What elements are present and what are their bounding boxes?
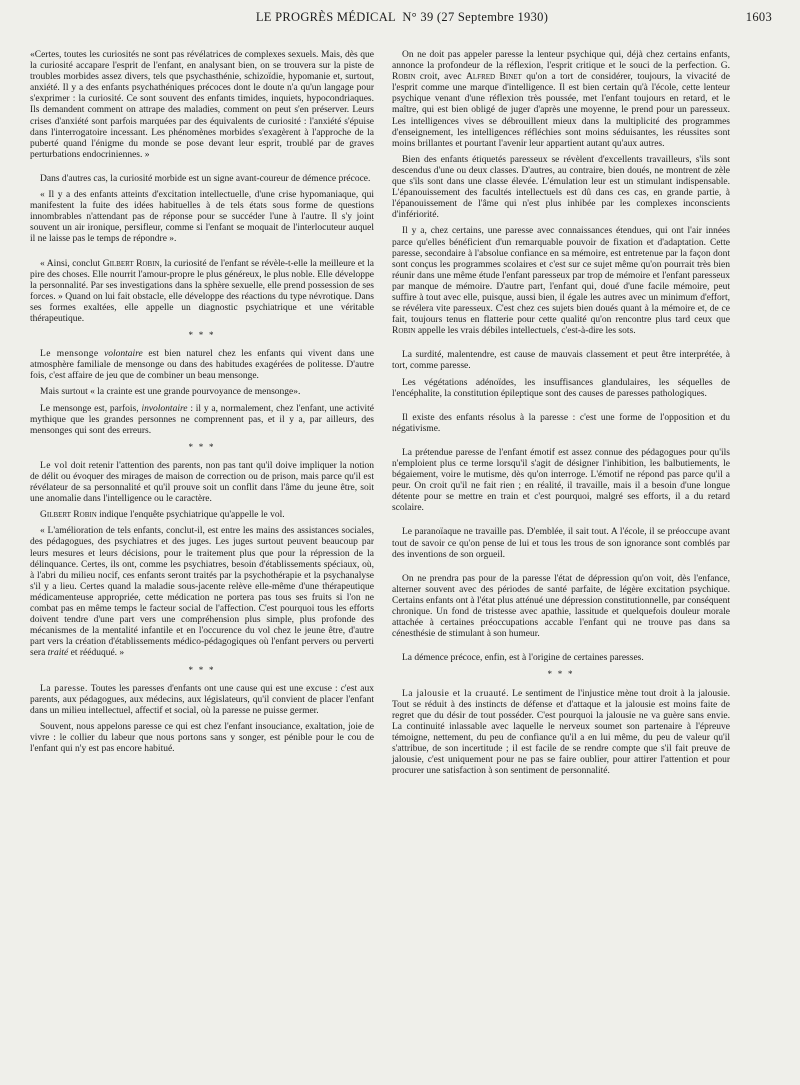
text-run: « Ainsi, conclut bbox=[40, 258, 101, 269]
section-lead: Le mensonge bbox=[40, 349, 99, 360]
header-center bbox=[32, 10, 772, 25]
text-run: qu'on a tort de considérer, toujours, la vivacité de l'esprit comme une marque d'intelligence. Il est bien certain qu'à l'école, cette lenteur psychique venant d'une réflexion très poussée, met l'enfant toujours en retard, et le maître, qui est bien obligé de juger d'après une moyenne, le prend pour un paresseux. Les intelligences vives se débrouillent mieux dans la multiplicité des programmes d'enseignement, les intelligences réfléchies sont moins séduisantes, les réussites sont moins brillantes et pourtant l'avenir leur appartient autant qu'aux autres. bbox=[392, 72, 731, 149]
text-italic: traité bbox=[47, 648, 69, 659]
section-lead: La jalousie et la cruauté. bbox=[402, 688, 509, 699]
paragraph: Souvent, nous appelons paresse ce qui est chez l'enfant insouciance, exaltation, joie de vivre : le collier du labeur que nous portons sans y songer, est pénible pour le cou de l'enfant qui n'y est pas encore habitué. bbox=[30, 721, 374, 755]
text-run: , la curiosité de l'enfant se révèle-t-elle la meilleure et la pire des choses. Elle nourrit l'amour-propre le plus généreux, le plus noble. Elle développe la personnalité. Par ses investigations dans la sphère sexuelle, elle prend possession de ses forces. » Quand on lui fait obstacle, elle développe des réactions du type névrotique. Dans ses formes exaltées, elle appelle un diagnostic psychiatrique et une véritable thérapeutique. bbox=[30, 258, 374, 324]
text-run: Le mensonge est, parfois, bbox=[40, 403, 139, 414]
issue-info: N° 39 (27 Septembre 1930) bbox=[402, 10, 549, 24]
text-run: est bien naturel chez les enfants qui vivent dans une atmosphère familiale de mensonge ou dans des habitudes exagérées de politesse. D'autre fois, c'est affaire de jeu que de combiner un beau mensonge. bbox=[30, 349, 375, 382]
text-run: : il y a, normalement, chez l'enfant, une activité mythique que les grandes personnes ne comprennent pas, et il y a, par ailleurs, des mensonges qui sont des erreurs. bbox=[30, 403, 375, 436]
section-lead: Le vol bbox=[40, 460, 68, 471]
text-run: Le sentiment de l'injustice mène tout droit à la jalousie. Tout se réduit à des instincts de défense et d'attaque et la jalousie est moins faite de regret que du désir de tout posséder. C'est pourquoi la jalousie ne va guère sans envie. La continuité inlassable avec laquelle le nerveux soumet son partenaire à l'épreuve témoigne, nettement, du peu de confiance qu'il a en lui même, du peu de valeur qu'il s'attribue, de son incertitude ; il est facile de se rendre compte que s'il fait preuve de jalousie, c'est uniquement pour ne pas se faire oublier, pour attirer l'attention et pour procurer une satisfaction à son sentiment de personnalité. bbox=[392, 688, 730, 777]
text-run: On ne doit pas appeler paresse la lenteur psychique qui, déjà chez certains enfants, annonce la profondeur de la réflexion, l'esprit critique et le souci de la perfection. G. bbox=[392, 50, 730, 72]
text-run: et rééduqué. » bbox=[70, 648, 125, 659]
left-column bbox=[30, 50, 374, 760]
section-separator: * * * bbox=[188, 664, 216, 675]
paragraph: Les végétations adénoïdes, les insuffisances glandulaires, les séquelles de l'encéphalite, la constitution épileptique sont des causes de paresses pathologiques. bbox=[392, 377, 730, 399]
paragraph: Il existe des enfants résolus à la paresse : c'est une forme de l'opposition et du négativisme. bbox=[392, 412, 730, 434]
text-run: Il y a, chez certains, une paresse avec connaissances étendues, qui ont l'air innées parce qu'elles bénéficient d'un remarquable pouvoir de fixation et d'adaptation. Cette paresse, secondaire à l'absolue confiance en sa mémoire, est entretenue par la façon dont sont conçus les programmes scolaires et c'est sur ce sujet même qu'on pourrait très bien réunir dans une même étude l'enfant paresseux par trop de mémoire et l'enfant paresseux par manque de mémoire. D'autre part, l'enfant qui, doué d'une facile mémoire, peut suffire à tout avec elle, puisque, aussi bien, il égale les autres avec un minimum d'effort, se révélera vite paresseux. C'est chez ces sujets bien doués quant à la mémoire et, de ce fait, toujours tenus en flatterie pour cette qualité qu'on rencontre plus tard ceux que bbox=[392, 226, 730, 326]
paragraph bbox=[392, 689, 730, 778]
page-number: 1603 bbox=[745, 10, 772, 24]
text-run: doit retenir l'attention des parents, non pas tant qu'il doive impliquer la notion de délit ou évoquer des mirages de maison de correction ou de prison, mais parce qu'il est révélateur de sa personnalité et qu'il prouve soit un conflit dans l'âme du jeune être, soit une anomalie dans l'intelligence ou le caractère. bbox=[30, 460, 375, 505]
text-run: appelle les vrais débiles intellectuels, c'est-à-dire les sots. bbox=[417, 326, 636, 337]
paragraph bbox=[30, 404, 374, 437]
paragraph: «Certes, toutes les curiosités ne sont pas révélatrices de complexes sexuels. Mais, dès que la curiosité accapare l'esprit de l'enfant, en analysant bien, on se trouvera sur la piste de troubles morbides assez divers, tels que psychasthénie, schizoïdie, hypomanie et, surtout, anxiété. Il y a des enfants psychathéniques précoces dont le doute n'a qu'un langage pour s'exprimer : la curiosité. Ce sont souvent des enfants timides, inquiets, hypocondriaques. Ils demandent comment on attrape des maladies, comment on peut s'en préserver. Leurs crises d'anxiété sont parfois marquées par des équivalents de curiosité : l'anxiété s'épuise dans l'interrogatoire incessant. Les phénomènes morbides s'exagèrent à l'approche de la puberté quand l'énigme du monde se pose devant leur esprit, troublé par de graves perturbations endocriniennes. » bbox=[30, 50, 374, 160]
paragraph: La prétendue paresse de l'enfant émotif est assez connue des pédagogues pour qu'ils n'emploient plus ce terme lorsqu'il s'agit de désigner l'inhibition, les balbutiements, le bégaiement, voire le mutisme, dès qu'on interroge. L'émotif ne répond pas parce qu'il a peur. On croit qu'il ne fait rien ; en réalité, il travaille, mais il a besoin d'une longue détente pour se mettre en train et c'est pourquoi, malgré ses efforts, il a du retard scolaire. bbox=[392, 447, 730, 514]
paragraph: La surdité, malentendre, est cause de mauvais classement et peut être interprétée, à tort, comme paresse. bbox=[392, 350, 730, 372]
right-column bbox=[392, 50, 730, 782]
author-name: Robin bbox=[392, 72, 416, 83]
author-name: Gilbert Robin bbox=[102, 258, 160, 269]
paragraph: Dans d'autres cas, la curiosité morbide est un signe avant-coureur de démence précoce. bbox=[40, 173, 371, 184]
paragraph bbox=[30, 349, 374, 382]
paragraph bbox=[30, 510, 374, 521]
paragraph: La démence précoce, enfin, est à l'origine de certaines paresses. bbox=[402, 653, 644, 664]
paragraph bbox=[392, 50, 730, 150]
author-name: Gilbert Robin bbox=[40, 510, 97, 521]
paragraph bbox=[30, 259, 374, 326]
section-separator: * * * bbox=[188, 441, 216, 452]
paragraph: Bien des enfants étiquetés paresseux se révèlent d'excellents travailleurs, s'ils sont descendus d'une ou deux classes. D'autres, au contraire, bien doués, ne montrent de zèle que s'ils sont dans une classe élevée. L'émulation leur est un stimulant indispensable. L'épanouissement des facultés intellectuels est dû dans ces cas, en grande partie, à l'épanouissement de l'âme qui n'est plus inhibée par les complexes inconscients d'infériorité. bbox=[392, 154, 730, 221]
text-run: indique l'enquête psychiatrique qu'appelle le vol. bbox=[99, 510, 285, 521]
paragraph bbox=[30, 526, 374, 659]
author-name: Robin bbox=[392, 326, 416, 337]
section-lead: La paresse. bbox=[40, 683, 88, 694]
text-run: croit, avec bbox=[419, 72, 462, 83]
text-italic: volontaire bbox=[104, 349, 143, 360]
paragraph bbox=[30, 684, 374, 717]
text-run: « L'amélioration de tels enfants, conclut-il, est entre les mains des assistances sociales, des pédagogues, des psychiatres et des juges. Les juges surtout peuvent beaucoup par leurs mesures et leurs décisions, pour le traitement plus que pour la répression de la délinquance. Certes, ils ont, comme les psychiatres, besoin d'établissements spéciaux, où, à l'abri du milieu nocif, ces enfants seront traités par la psychothérapie et la psychanalyse s'il y a lieu. Certes quand la maladie sous-jacente relève elle-même d'une thérapeutique médicamenteuse appropriée, cette médication ne portera pas tous ses fruits si l'on ne combat pas en même temps le facteur social de l'affection. C'est pourquoi tous les efforts doivent tendre d'une part vers une compréhension plus simple, plus profonde des mécanismes de la mentalité infantile et en l'occurence du vol chez le jeune être, d'autre part vers la création d'établissements médico-pédagogiques où l'enfant pervers ou perverti sera bbox=[30, 526, 374, 659]
journal-title: LE PROGRÈS MÉDICAL bbox=[255, 10, 396, 24]
text-italic: involontaire bbox=[141, 403, 188, 414]
author-name: Alfred Binet bbox=[466, 72, 522, 83]
text-run: Toutes les paresses d'enfants ont une cause qui est une excuse : c'est aux parents, aux pédagogues, aux médecins, aux législateurs, qu'il convient de placer l'enfant dans un milieu intellectuel, affectif et social, où la paresse ne puisse germer. bbox=[30, 683, 374, 716]
running-header bbox=[32, 10, 772, 32]
paragraph bbox=[30, 461, 374, 505]
paragraph: « Il y a des enfants atteints d'excitation intellectuelle, d'une crise hypomaniaque, qui manifestent la fuite des idées habituelles à de tels états sous forme de questions innombrables n'attendant pas de réponse pour se succéder l'une à l'autre. Il s'y joint souvent un air ironique, persifleur, comme si l'enfant se moquait de l'interlocuteur auquel il ne laisse pas le temps de répondre ». bbox=[30, 190, 374, 245]
paragraph bbox=[392, 226, 730, 337]
paragraph: On ne prendra pas pour de la paresse l'état de dépression qu'on voit, dès l'enfance, alterner souvent avec des périodes de santé parfaite, de légère excitation psychique. Certains enfants ont à l'état plus atténué une dépression constitutionnelle, par conséquent chronique. Un fond de tristesse avec apathie, lassitude et quelquefois douleur morale attachée à certaines préoccupations accable l'enfant qui ne trouve pas dans sa cénesthésie de stimulant à son humeur. bbox=[392, 573, 730, 640]
section-separator: * * * bbox=[547, 669, 575, 680]
paragraph: Mais surtout « la crainte est une grande pourvoyance de mensonge». bbox=[40, 387, 301, 398]
section-separator: * * * bbox=[188, 330, 216, 341]
paragraph: Le paranoïaque ne travaille pas. D'emblée, il sait tout. A l'école, il se préoccupe avant tout de savoir ce qu'on pense de lui et tous les trous de son ignorance sont comblés par des inventions de son orgueil. bbox=[392, 527, 730, 560]
